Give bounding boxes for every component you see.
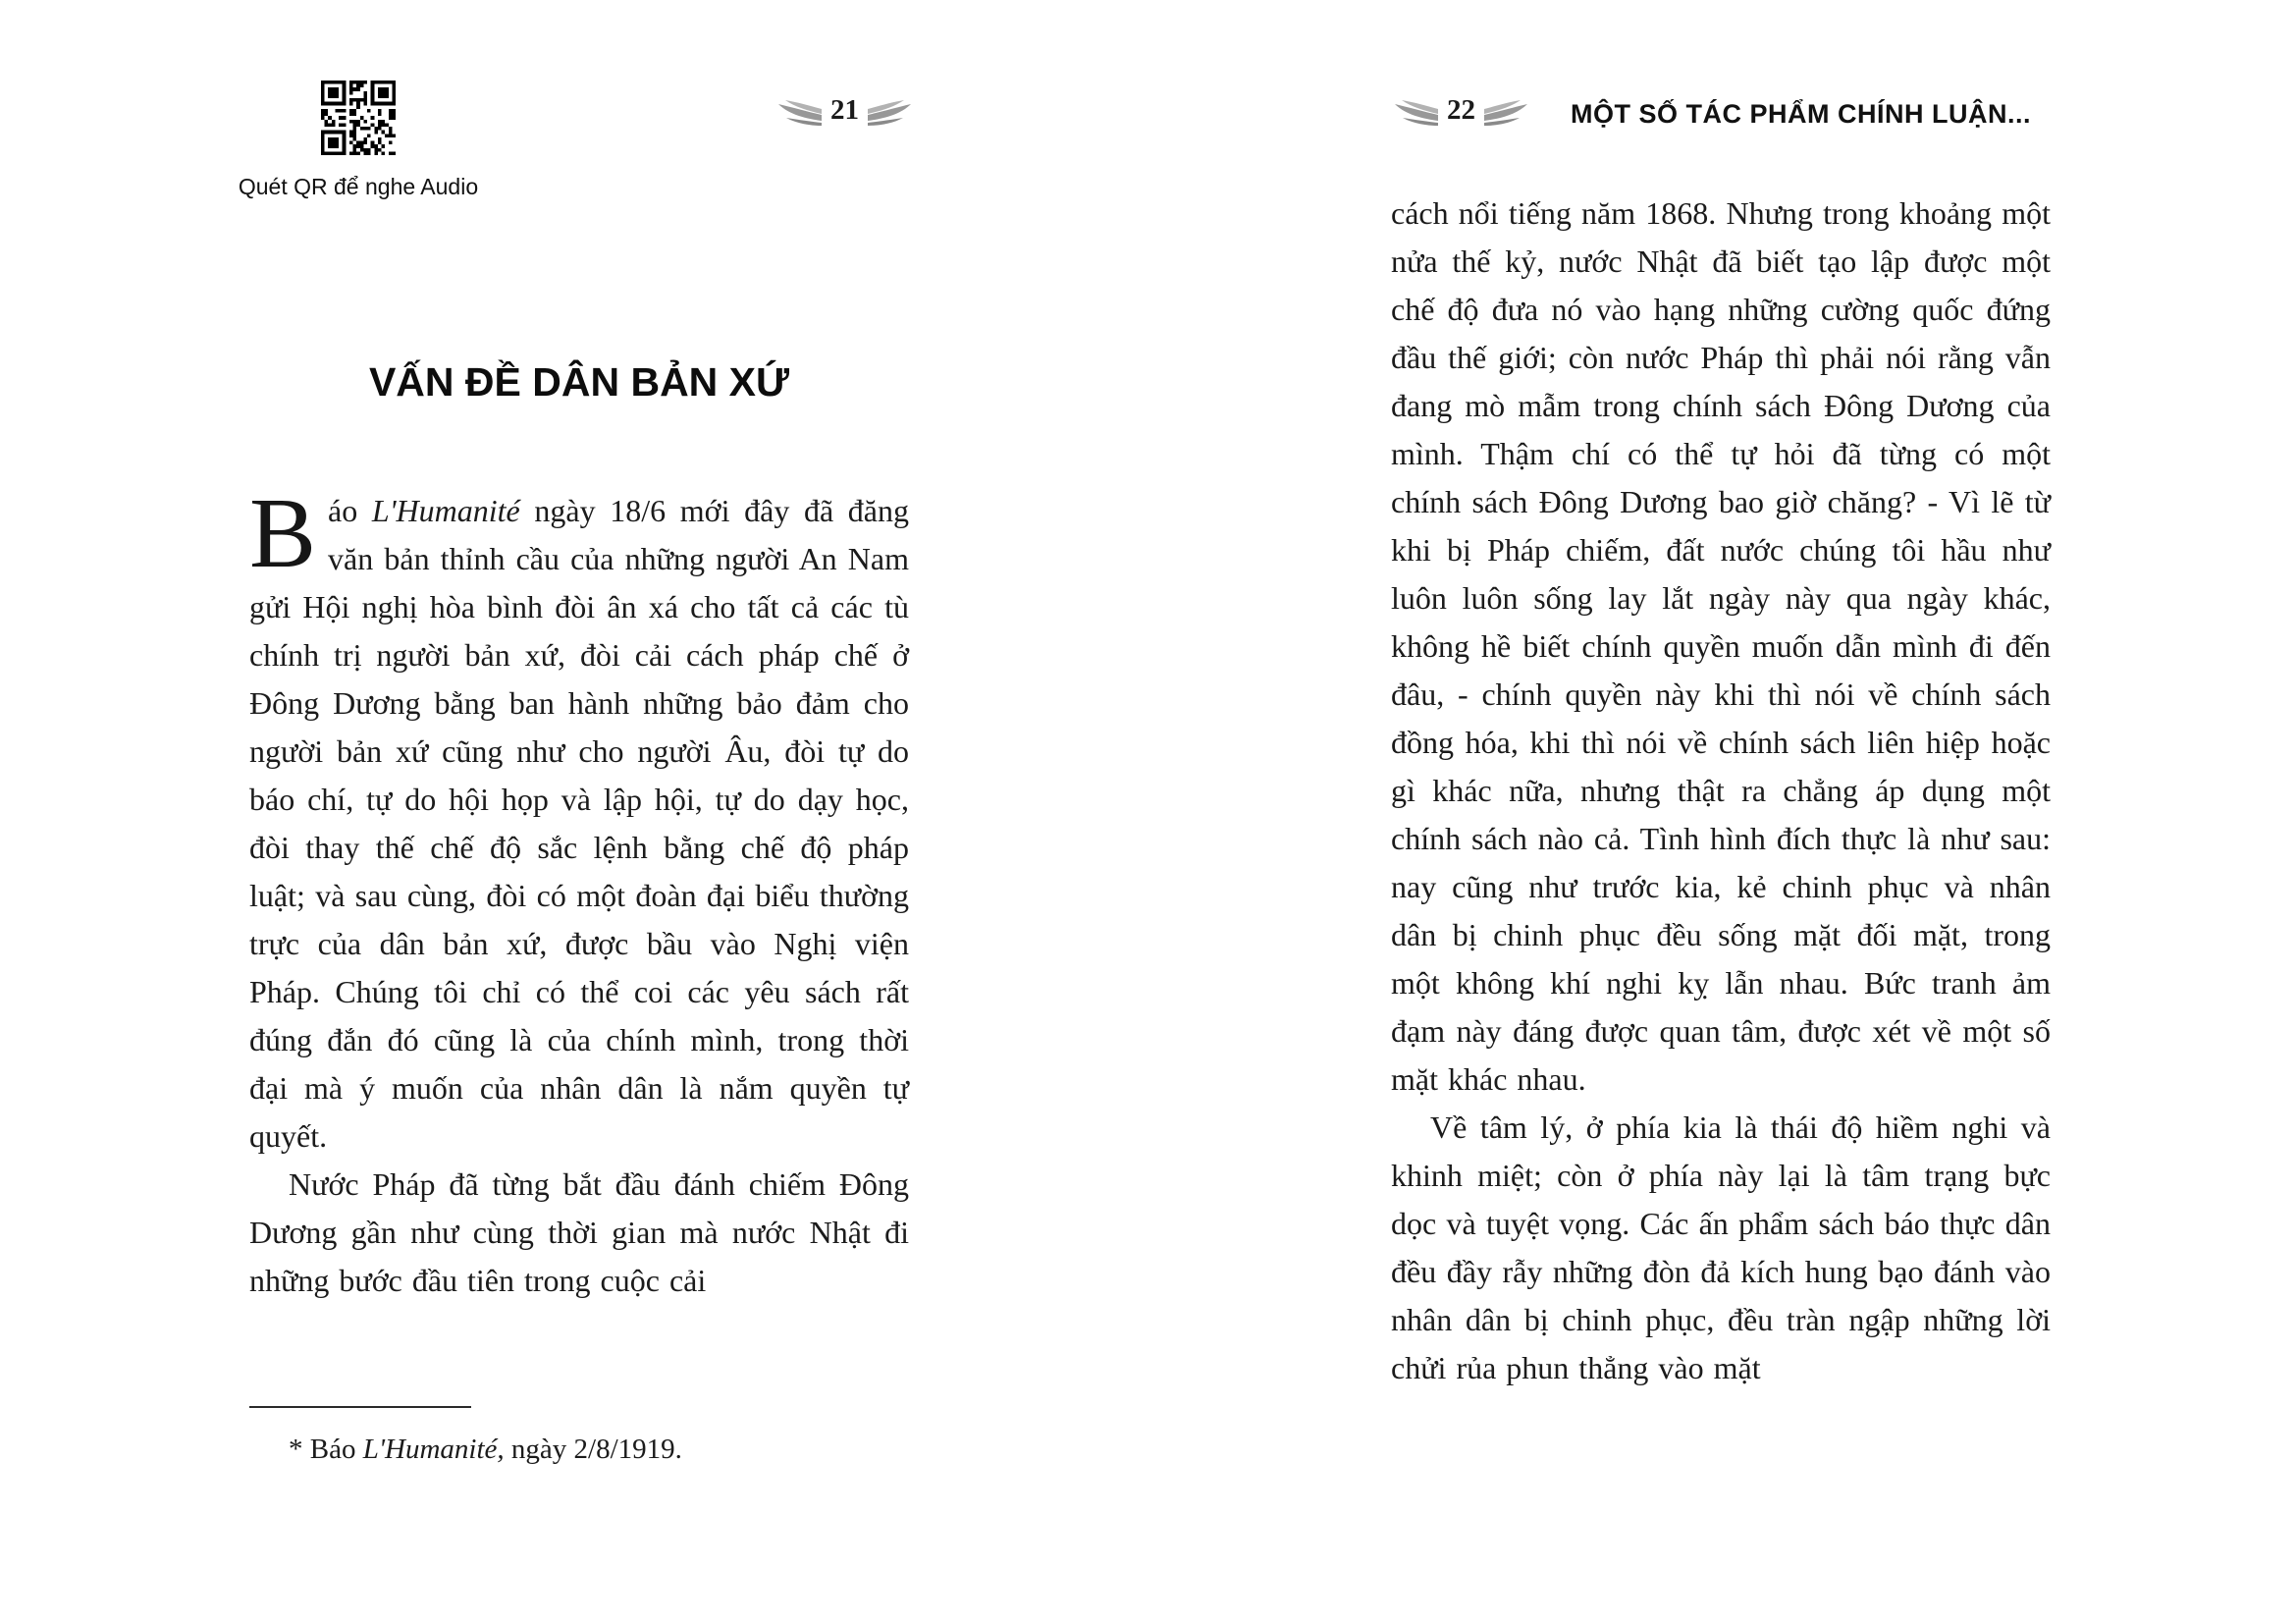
paragraph-text: áo L'Humanité ngày 18/6 mới đây đã đăng văn bản thỉnh cầu của những người An Nam gửi Hội nghị hòa bình đòi ân xá cho tất cả các tù chính trị người bản xứ, đòi cải cách pháp chế ở Đông Dương bằng ban hành những bảo đảm cho người bản xứ cũng như cho người Âu, đòi tự do báo chí, tự do hội họp và lập hội, tự do dạy học, đòi thay thế chế độ sắc lệnh bằng chế độ pháp luật; và sau cùng, đòi có một đoàn đại biểu thường trực của dân bản xứ, được bầu vào Nghị viện Pháp. Chúng tôi chỉ có thể coi các yêu sách rất đúng đắn đó cũng là của chính mình, trong thời đại mà ý muốn của nhân dân là nắm quyền tự quyết. [249, 493, 910, 1154]
paragraph: Về tâm lý, ở phía kia là thái độ hiềm nghi và khinh miệt; còn ở phía này lại là tâm trạng bực dọc và tuyệt vọng. Các ấn phẩm sách báo thực dân đều đầy rẫy những đòn đả kích hung bạo đánh vào nhân dân bị chinh phục, đều tràn ngập những lời chửi rủa phun thẳng vào mặt [1391, 1110, 2051, 1385]
page-number: 21 [830, 94, 859, 126]
drop-cap: B [249, 478, 317, 589]
page-number: 22 [1447, 94, 1475, 126]
wing-ornament-icon [1483, 99, 1528, 127]
page-number-ornament-right [1394, 94, 1528, 131]
paragraph: cách nổi tiếng năm 1868. Nhưng trong khoảng một nửa thế kỷ, nước Nhật đã biết tạo lập được một chế độ đưa nó vào hạng những cường quốc đứng đầu thế giới; còn nước Pháp thì phải nói rằng vẫn đang mò mẫm trong chính sách Đông Dương của mình. Thậm chí có thể tự hỏi đã từng có một chính sách Đông Dương bao giờ chăng? - Vì lẽ từ khi bị Pháp chiếm, đất nước chúng tôi hầu như luôn luôn sống lay lắt ngày này qua ngày khác, không hề biết chính quyền muốn dẫn mình đi đến đâu, - chính quyền này khi thì nói về chính sách đồng hóa, khi thì nói về chính sách liên hiệp hoặc gì khác nữa, nhưng thật ra chẳng áp dụng một chính sách nào cả. Tình hình đích thực là như sau: nay cũng như trước kia, kẻ chinh phục và nhân dân bị chinh phục đều sống mặt đối mặt, trong một không khí nghi kỵ lẫn nhau. Bức tranh ảm đạm này đáng được quan tâm, được xét về một số mặt khác nhau. [1391, 195, 2051, 1097]
running-header: MỘT SỐ TÁC PHẨM CHÍNH LUẬN... [1571, 99, 2031, 129]
paragraph: Nước Pháp đã từng bắt đầu đánh chiếm Đông Dương gần như cùng thời gian mà nước Nhật đi những bước đầu tiên trong cuộc cải [249, 1166, 909, 1298]
wing-ornament-icon [1394, 99, 1439, 127]
body-text-right [1391, 189, 2051, 1392]
qr-caption: Quét QR để nghe Audio [238, 174, 479, 199]
footnote: * Báo L'Humanité, ngày 2/8/1919. [289, 1434, 682, 1465]
chapter-title: VẤN ĐỀ DÂN BẢN XỨ [368, 359, 790, 405]
